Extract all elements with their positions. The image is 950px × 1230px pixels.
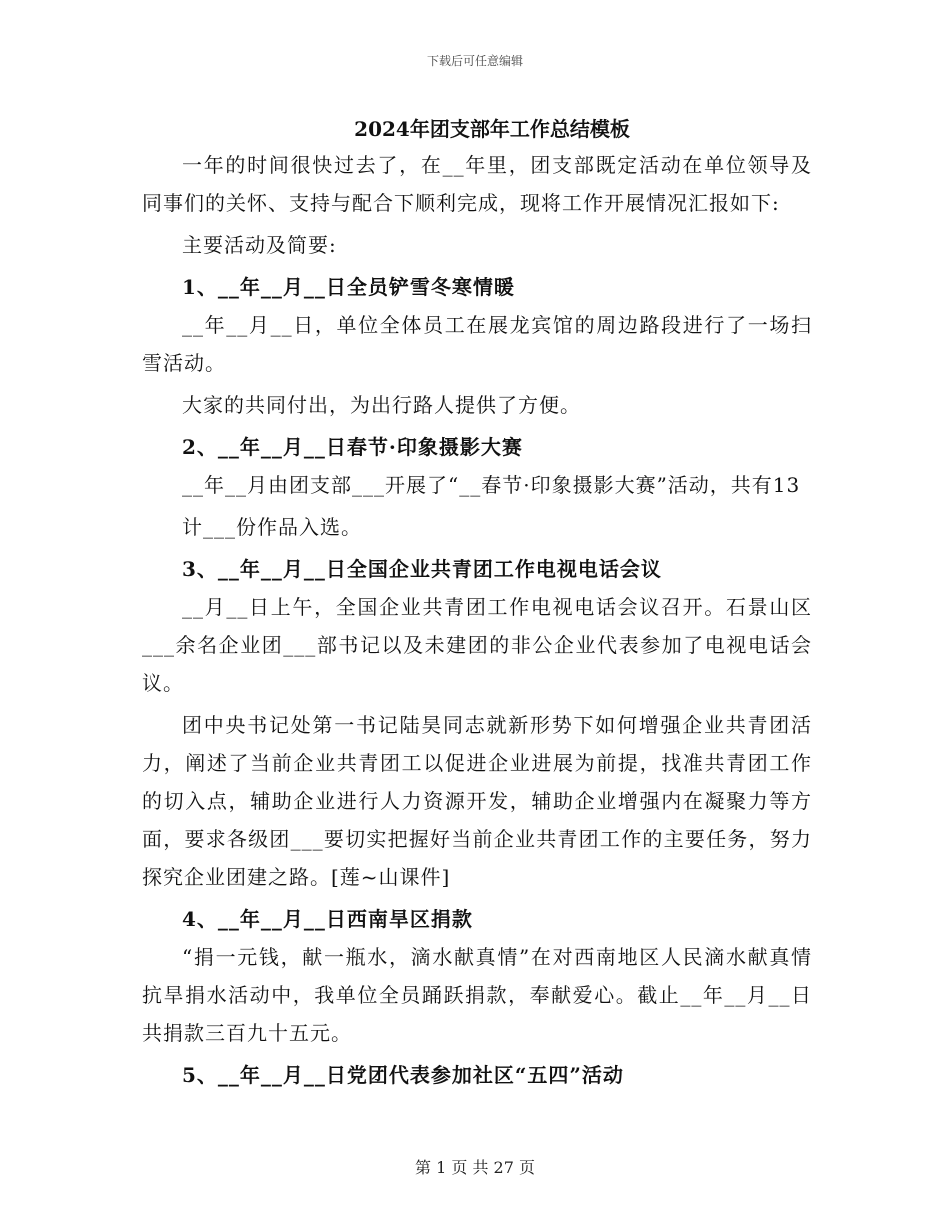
header-note: 下载后可任意编辑 — [426, 54, 523, 68]
section-heading-1: 1、__年__月__日全员铲雪冬寒情暖 — [182, 275, 515, 299]
section-1-paragraph-2: 大家的共同付出，为出行路人提供了方便。 — [182, 393, 581, 417]
section-heading-5: 5、__年__月__日党团代表参加社区“五四”活动 — [182, 1063, 624, 1087]
section-2-paragraph-1: __年__月由团支部___开展了“__春节·印象摄影大赛”活动，共有13 — [182, 473, 801, 497]
section-3-paragraph-2: 团中央书记处第一书记陆昊同志就新形势下如何增强企业共青团活力，阐述了当前企业共青团工以促进企业进展为前提，找准共青团工作的切入点，辅助企业进行人力资源开发，辅助企业增强内在凝聚力等方面，要求各级团___要切实把握好当前企业共青团工作的主要任务，努力探究企业团建之路。[莲~山课件] — [142, 713, 812, 889]
section-3-paragraph-1: __月__日上午，全国企业共青团工作电视电话会议召开。石景山区___余名企业团___部书记以及未建团的非公企业代表参加了电视电话会议。 — [142, 595, 812, 695]
document-title: 2024年团支部年工作总结模板 — [354, 117, 630, 141]
intro-paragraph: 一年的时间很快过去了，在__年里，团支部既定活动在单位领导及同事们的关怀、支持与配合下顺利完成，现将工作开展情况汇报如下: — [142, 153, 812, 215]
section-heading-2: 2、__年__月__日春节·印象摄影大赛 — [182, 435, 523, 459]
section-4-paragraph-1: “捐一元钱，献一瓶水，滴水献真情”在对西南地区人民滴水献真情抗旱捐水活动中，我单位全员踊跃捐款，奉献爱心。截止__年__月__日共捐款三百九十五元。 — [142, 945, 812, 1045]
document-body — [142, 112, 812, 1094]
overview-paragraph: 主要活动及简要: — [182, 233, 337, 257]
section-heading-3: 3、__年__月__日全国企业共青团工作电视电话会议 — [182, 557, 662, 581]
section-heading-4: 4、__年__月__日西南旱区捐款 — [182, 907, 473, 931]
page-number: 第 1 页 共 27 页 — [415, 1158, 535, 1177]
section-1-paragraph-1: __年__月__日，单位全体员工在展龙宾馆的周边路段进行了一场扫雪活动。 — [142, 313, 812, 375]
section-2-paragraph-2: 计___份作品入选。 — [182, 515, 362, 539]
